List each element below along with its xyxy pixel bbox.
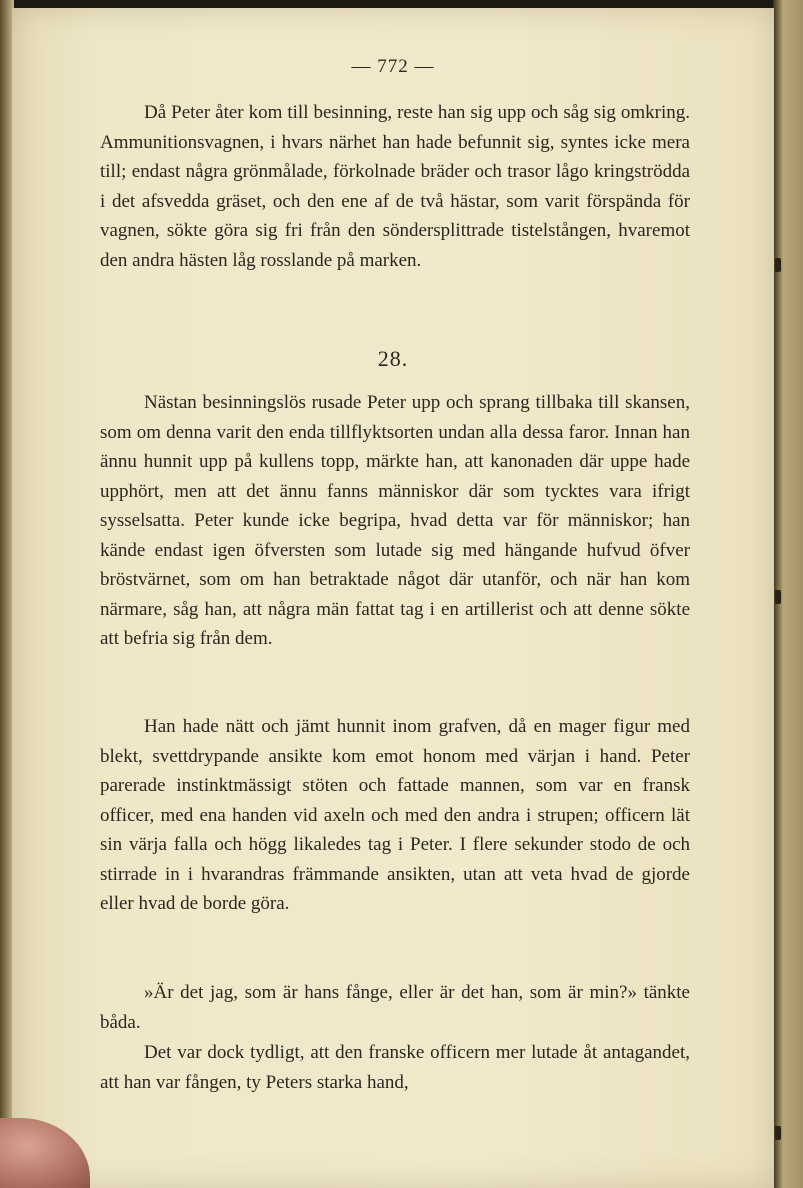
paragraph-5: Det var dock tydligt, att den franske officern mer lutade åt antagandet, att han var fången, ty Peters starka hand, <box>100 1042 690 1093</box>
paragraph-3: Han hade nätt och jämt hunnit inom grafven, då en mager figur med blekt, svettdrypande ansikte kom emot honom med värjan i hand. Peter parerade instinktmässigt stöten och fattade mannen, som var en fransk officer, med ena handen vid axeln och med den andra i strupen; officern lät sin värja falla och högg likaledes tag i Peter. I flere sekunder stodo de och stirrade in i hvarandras främmande ansikten, utan att veta hvad de gjorde eller hvad de borde göra. <box>100 716 690 914</box>
page-marker <box>775 590 781 604</box>
paragraph-1: Då Peter åter kom till besinning, reste han sig upp och såg sig omkring. Ammunitionsvagnen, i hvars närhet han hade befunnit sig, syntes icke mera till; endast några grönmålade, förkolnade bräder och trasor lågo kringströdda i det afsvedda gräset, och den ene af de två hästar, som varit förspända för vagnen, sökte göra sig fri från den söndersplittrade tistelstången, hvaremot den andra hästen låg rosslande på marken. <box>100 102 690 271</box>
paragraph-2: Nästan besinningslös rusade Peter upp och sprang tillbaka till skansen, som om denna varit den enda tillflyktsorten undan alla dessa faror. Innan han ännu hunnit upp på kullens topp, märkte han, att kanonaden där uppe hade upphört, men att det ännu fanns människor där som tycktes vara ifrigt sysselsatta. Peter kunde icke begripa, hvad detta var för människor; han kände endast igen öfversten som lutade sig med hängande hufvud öfver bröstvärnet, som om han betraktade något där utanför, och när han kom närmare, såg han, att några män fattat tag i en artillerist och att denne sökte att befria sig från dem. <box>100 392 690 649</box>
book-page <box>12 8 774 1188</box>
page-marker <box>775 1126 781 1140</box>
page-number: — 772 — <box>351 56 435 77</box>
paragraph-4: »Är det jag, som är hans fånge, eller är det han, som är min?» tänkte båda. <box>100 982 690 1033</box>
chapter-number: 28. <box>377 346 409 371</box>
page-marker <box>775 258 781 272</box>
